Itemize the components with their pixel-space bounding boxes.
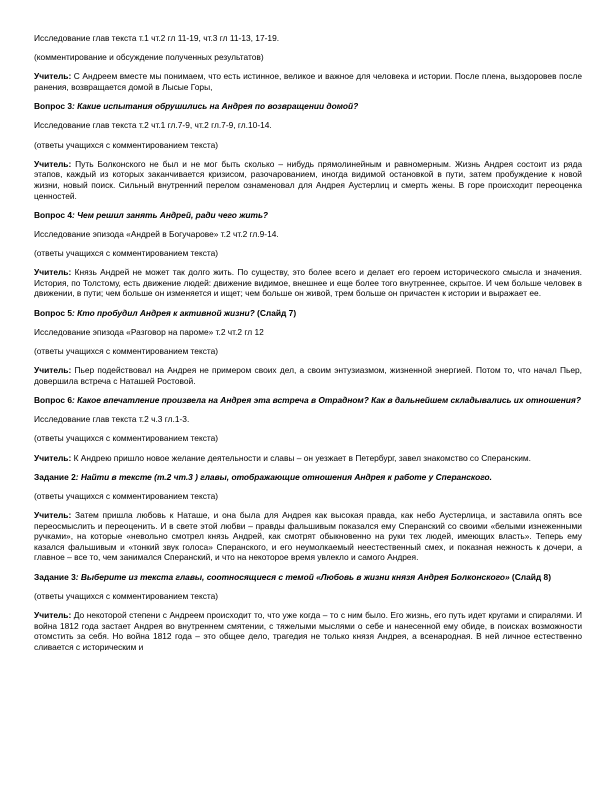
teacher-answer [34,510,582,563]
teacher-label: Учитель: [34,365,72,376]
heading-suffix: (Слайд 7) [254,307,297,318]
teacher-label: Учитель: [34,510,72,521]
paragraph: Исследование эпизода «Андрей в Богучарове» т.2 чт.2 гл.9-14. [34,228,279,239]
heading-number: Вопрос 4 [34,209,72,220]
teacher-label: Учитель: [34,452,72,463]
paragraph: (ответы учащихся с комментированием текста) [34,139,219,150]
task-heading [34,572,582,583]
answer-text: Путь Болконского не был и не мог быть сколько – нибудь прямолинейным и равномерным. Жизнь Андрея состоит из ряда этапов, каждый из которых заканчивается кризисом, разочарованием, иногда видимой остановкой в пути, затем пробуждение к новой жизни, новый поиск. Сильный внутренний перелом ознаменовал для Андрея Аустерлиц и смерть жены. В горе происходит переоценка ценностей. [34,158,582,201]
paragraph: (ответы учащихся с комментированием текста) [34,248,219,259]
heading-number: Вопрос 6 [34,394,72,405]
question-heading [34,395,582,406]
heading-number: Вопрос 3 [34,101,72,112]
question-heading [34,308,582,319]
answer-text: До некоторой степени с Андреем происходит то, что уже когда – то с ним было. Его жизнь, его путь идет кругами и спиралями. И война 1812 года застает Андрея во внутреннем смятении, с тяжелыми мыслями о себе и нанесенной ему обиде, в поисках возможности отомстить за себя. Но война 1812 года – это общее дело, трагедия не только князя Андрея, а всенародная. В ней личное естественно сливается с историческим и [34,610,582,652]
teacher-answer [34,267,582,299]
heading-question: : Выберите из текста главы, соотносящиеся с темой «Любовь в жизни князя Андрея Болконского» [75,571,510,582]
task-heading [34,472,582,483]
paragraph: (ответы учащихся с комментированием текста) [34,346,219,356]
teacher-answer [34,365,582,386]
answer-text: К Андрею пришло новое желание деятельности и славы – он уезжает в Петербург, завел знакомство со Сперанским. [71,452,531,463]
paragraph: Исследование глав текста т.2 ч.3 гл.1-3. [34,414,190,425]
heading-number: Задание 2 [34,471,76,482]
heading-suffix: (Слайд 8) [509,571,551,582]
heading-question: : Чем решил занять Андрей, ради чего жить? [72,209,269,220]
answer-text: С Андреем вместе мы понимаем, что есть истинное, великое и важное для человека и истории. После плена, выздоровев после ранения, возвращается домой в Лысые Горы, [34,71,582,92]
question-heading [34,101,582,112]
teacher-label: Учитель: [34,158,72,169]
question-heading [34,210,582,221]
teacher-answer [34,159,582,201]
paragraph: Исследование эпизода «Разговор на пароме» т.2 чт.2 гл 12 [34,326,264,337]
heading-question: : Какое впечатление произвела на Андрея эта встреча в Отрадном? Как в дальнейшем складывались их отношения? [72,394,581,405]
paragraph: (ответы учащихся с комментированием текста) [34,590,219,601]
teacher-label: Учитель: [34,610,72,621]
heading-number: Задание 3 [34,571,76,582]
paragraph: (ответы учащихся с комментированием текста) [34,490,219,501]
teacher-answer [34,71,582,92]
teacher-label: Учитель: [34,71,72,82]
answer-text: Затем пришла любовь к Наташе, и она была для Андрея как высокая правда, как небо Аустерлица, и заставила опять все переосмыслить и переоценить. И в свете этой любви – правды фальшивым показался ему Сперанский со своими «белыми изнеженными ручками», на которые «невольно смотрел князь Андрей, как смотрят обыкновенно на руки тех людей, имеющих власть». Теперь ему казался фальшивым и «тонкий звук голоса» Сперанского, и его неумолкаемый неестественный смех, и показная нежность к дочери, а главное – все то, чем занимался Сперанский, и что на некоторое время увлекло и самого Андрея. [34,510,582,563]
teacher-answer [34,610,582,652]
paragraph: Исследование глав текста т.1 чт.2 гл 11-19, чт.3 гл 11-13, 17-19. [34,33,280,43]
answer-text: Князь Андрей не может так долго жить. По существу, это более всего и делает его героем исторического смысла и значения. История, по Толстому, есть движение людей: движение видимое, внешнее и еще более того внутреннее, скрытое. И чем больше человек в движении, в пути; чем больше он изменяется и ищет; чем больше он живой, трем больше он причастен к истории и выражает ее. [34,267,582,299]
paragraph: Исследование глав текста т.2 чт.1 гл.7-9, чт.2 гл.7-9, гл.10-14. [34,120,272,131]
teacher-answer [34,453,582,464]
teacher-label: Учитель: [34,267,72,278]
heading-question: : Найти в тексте (т.2 чт.3 ) главы, отображающие отношения Андрея к работе у Сперанского. [75,471,492,482]
heading-number: Вопрос 5 [34,307,72,318]
document-page [34,33,582,661]
paragraph: (комментирование и обсуждение полученных результатов) [34,52,264,63]
heading-question: : Кто пробудил Андрея к активной жизни? [72,307,255,318]
answer-text: Пьер подействовал на Андрея не примером своих дел, а своим энтузиазмом, жизненной энергией. Потом то, что начал Пьер, довершила встреча с Наташей Ростовой. [34,365,582,386]
heading-question: : Какие испытания обрушились на Андрея по возвращении домой? [72,101,359,112]
paragraph: (ответы учащихся с комментированием текста) [34,433,219,444]
